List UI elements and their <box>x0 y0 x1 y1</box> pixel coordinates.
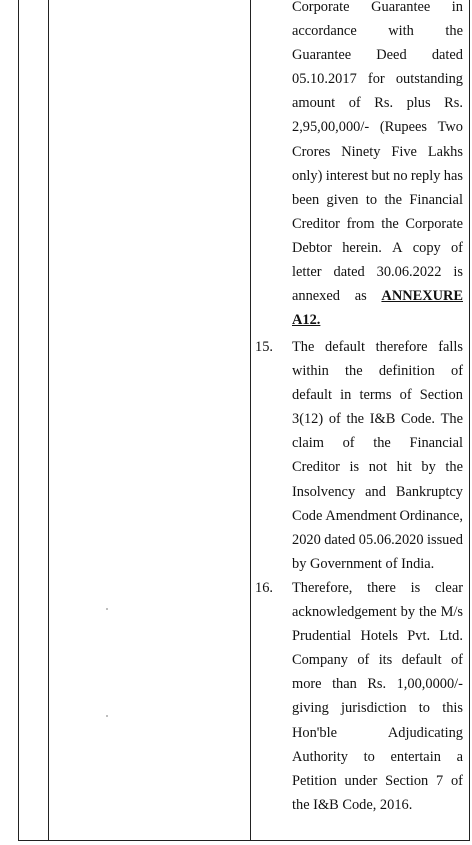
word: Corporate <box>292 0 350 15</box>
word: of <box>342 435 355 452</box>
word: from <box>346 215 375 232</box>
word: outstanding <box>395 71 463 88</box>
word: by <box>421 459 436 476</box>
word: interest <box>325 167 369 184</box>
word: under <box>344 772 378 789</box>
paragraph-15-line <box>292 504 463 528</box>
word: of <box>348 95 361 112</box>
paragraph-16 <box>292 576 463 817</box>
word: Deed <box>376 47 407 64</box>
continuation-line <box>292 212 463 236</box>
word: default <box>325 339 365 355</box>
paragraph-15-line <box>292 480 463 504</box>
paragraph-16-line <box>292 672 463 696</box>
word: and <box>365 483 386 500</box>
word: dated <box>333 264 365 281</box>
word: therefore <box>375 339 428 355</box>
word: acknowledgement <box>292 604 397 621</box>
continuation-line <box>292 115 463 139</box>
word: only) <box>292 167 323 184</box>
word: herein. <box>342 239 382 256</box>
word: 2020 <box>292 531 321 548</box>
continuation-line <box>292 91 463 115</box>
word: of <box>328 411 341 428</box>
paragraph-16-line <box>292 648 463 672</box>
word: Five <box>391 143 417 160</box>
word: Creditor <box>292 215 340 232</box>
paragraph-16-number: 16. <box>255 580 273 596</box>
word: Petition <box>292 772 337 789</box>
word: Amendment <box>325 507 397 524</box>
word: letter <box>292 264 322 281</box>
word: of <box>450 772 463 789</box>
continuation-line <box>292 308 463 332</box>
word: the <box>381 215 399 232</box>
word: I&B <box>369 411 396 428</box>
word: Prudential <box>292 628 352 645</box>
scan-speck <box>106 715 108 717</box>
word: of <box>451 363 463 380</box>
word: in <box>451 0 463 15</box>
word: Rs. <box>367 676 387 693</box>
word: Authority <box>292 748 348 765</box>
word: there <box>367 580 396 596</box>
word: annexed <box>292 288 340 305</box>
word: Two <box>437 119 463 136</box>
word: Crores <box>292 143 331 160</box>
word: Section <box>385 772 429 789</box>
word: but <box>371 167 390 184</box>
word: Adjudicating <box>387 724 463 741</box>
word: accordance <box>292 23 357 40</box>
word: the <box>346 411 365 428</box>
word: giving <box>292 700 329 717</box>
word: M/s <box>440 604 463 621</box>
word: copy <box>412 239 441 256</box>
word: 3(12) <box>292 411 324 428</box>
word: the <box>373 435 391 452</box>
word: A <box>392 239 403 256</box>
paragraph-16-line <box>292 793 463 817</box>
word: Guarantee <box>371 0 431 15</box>
word: Therefore, <box>292 580 353 596</box>
word: not <box>368 459 388 476</box>
word: jurisdiction <box>341 700 407 717</box>
word: no <box>393 167 408 184</box>
word: Financial <box>409 191 463 208</box>
word: falls <box>438 339 463 355</box>
word: amount <box>292 95 336 112</box>
word: Hon'ble <box>292 724 337 741</box>
word: 7 <box>436 772 444 789</box>
word: a <box>456 748 463 765</box>
word: than <box>332 676 357 693</box>
word: (Rupees <box>379 119 427 136</box>
paragraph-15-line <box>292 431 463 455</box>
word: the <box>445 459 463 476</box>
word: the <box>345 363 363 380</box>
word: 05.10.2017 <box>292 71 357 88</box>
word: Rs. <box>374 95 394 112</box>
word: in <box>340 387 352 404</box>
word: for <box>367 71 385 88</box>
word: as <box>354 288 367 305</box>
continuation-line <box>292 140 463 164</box>
paragraph-15-line <box>292 335 463 359</box>
word: 1,00,0000/- <box>396 676 463 693</box>
word: of <box>399 387 412 404</box>
table-bottom-border <box>18 840 470 841</box>
word: Guarantee <box>292 47 352 64</box>
word: of <box>357 652 370 669</box>
word: Code <box>292 507 323 524</box>
table-right-border <box>469 0 470 841</box>
word: Bankruptcy <box>395 483 463 500</box>
paragraph-15-line <box>292 455 463 479</box>
word: within <box>292 363 329 380</box>
continuation-line <box>292 0 463 19</box>
word: by <box>400 604 416 621</box>
word: its <box>378 652 393 669</box>
paragraph-15-line <box>292 552 463 576</box>
word: definition <box>378 363 435 380</box>
table-column-divider-1 <box>48 0 49 841</box>
paragraph-16-line <box>292 600 463 624</box>
paragraph-15 <box>292 335 463 576</box>
word: Ltd. <box>439 628 463 645</box>
word: given <box>326 191 359 208</box>
word: to <box>418 700 430 717</box>
word: clear <box>435 580 463 596</box>
word: reply <box>410 167 441 184</box>
word: has <box>443 167 463 184</box>
word: to <box>363 748 375 765</box>
word: Debtor <box>292 239 332 256</box>
paragraph-15-line <box>292 407 463 431</box>
word: the <box>419 604 437 621</box>
word: the I&B Code, 2016. <box>292 796 413 813</box>
word: terms <box>359 387 392 404</box>
word: Ordinance, <box>399 507 463 524</box>
paragraph-16-line <box>292 624 463 648</box>
word: more <box>292 676 322 693</box>
word: Creditor <box>292 459 340 476</box>
word: entertain <box>390 748 441 765</box>
word: this <box>442 700 463 717</box>
word: is <box>349 459 360 476</box>
word: dated <box>324 531 356 548</box>
continuation-line <box>292 260 463 284</box>
word: of <box>450 652 463 669</box>
continuation-line <box>292 236 463 260</box>
word: Corporate <box>405 215 463 232</box>
word: the <box>384 191 403 208</box>
word: Financial <box>409 435 463 452</box>
word: Ninety <box>341 143 381 160</box>
table-left-border <box>18 0 19 841</box>
word: Hotels <box>360 628 399 645</box>
continuation-line <box>292 43 463 67</box>
word: the <box>445 23 463 40</box>
word: to <box>365 191 378 208</box>
word: claim <box>292 435 324 452</box>
continuation-line <box>292 19 463 43</box>
word: The <box>292 339 315 355</box>
word: plus <box>406 95 431 112</box>
continuation-line <box>292 284 463 308</box>
word: issued <box>426 531 463 548</box>
table-column-divider-2 <box>250 0 251 841</box>
paragraph-16-line <box>292 721 463 745</box>
word: of <box>450 239 463 256</box>
word: by Government of India. <box>292 555 435 572</box>
word: been <box>292 191 320 208</box>
continuation-line <box>292 164 463 188</box>
word: hit <box>396 459 412 476</box>
word: Lakhs <box>427 143 463 160</box>
word: Pvt. <box>407 628 431 645</box>
word: is <box>410 580 421 596</box>
word: 2,95,00,000/- <box>292 119 370 136</box>
word: 30.06.2022 <box>376 264 442 281</box>
paragraph-16-line <box>292 745 463 769</box>
paragraph-16-line <box>292 576 463 600</box>
word: 05.06.2020 <box>358 531 424 548</box>
paragraph-15-line <box>292 383 463 407</box>
word: is <box>453 264 463 281</box>
word: Rs. <box>444 95 463 112</box>
word: Company <box>292 652 348 669</box>
annexure-reference: ANNEXURE <box>381 288 463 305</box>
continuation-paragraph <box>292 0 463 332</box>
word: Insolvency <box>292 483 356 500</box>
word: The <box>440 411 463 428</box>
word: Section <box>419 387 463 404</box>
word: dated <box>431 47 463 64</box>
continuation-line <box>292 67 463 91</box>
word: default <box>292 387 332 404</box>
word: Code. <box>400 411 435 428</box>
word: with <box>388 23 414 40</box>
word: default <box>401 652 442 669</box>
paragraph-16-line <box>292 769 463 793</box>
scan-speck <box>106 608 108 610</box>
paragraph-15-line <box>292 528 463 552</box>
annexure-reference: A12. <box>292 312 321 329</box>
paragraph-15-line <box>292 359 463 383</box>
paragraph-16-line <box>292 696 463 720</box>
continuation-line <box>292 188 463 212</box>
paragraph-15-number: 15. <box>255 339 273 355</box>
